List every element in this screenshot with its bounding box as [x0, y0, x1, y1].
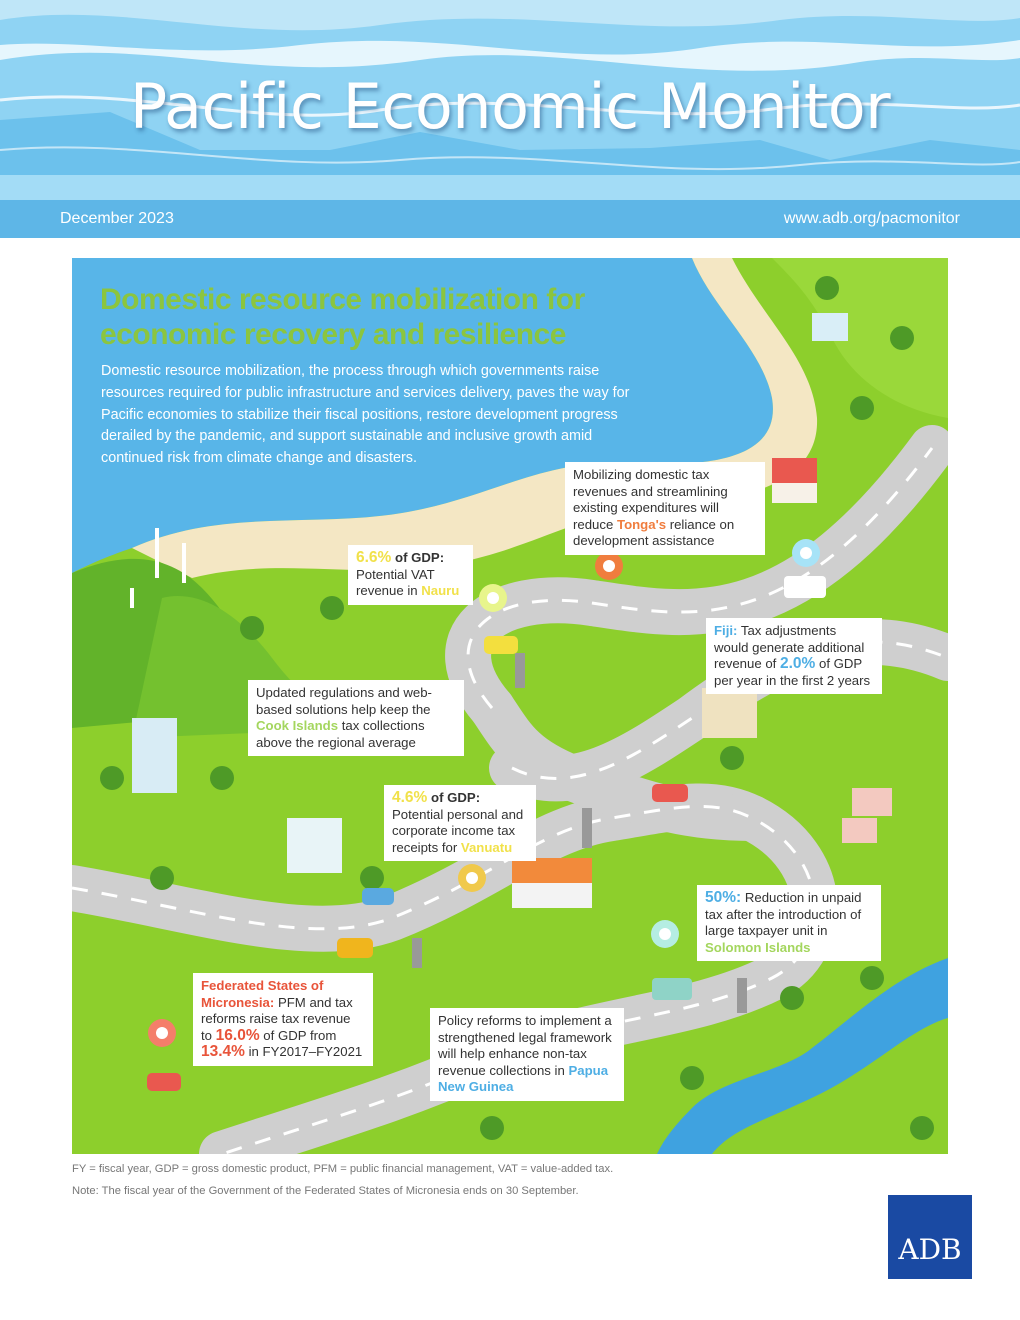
headline-line-1: Domestic resource mobilization for: [100, 283, 585, 316]
date-strip: [0, 200, 1020, 238]
feature-headline: [100, 282, 700, 352]
cook-post: tax collections above the regional average: [256, 718, 425, 750]
adb-logo-text: ADB: [898, 1233, 962, 1266]
fsm-country: Federated States of Micronesia:: [201, 978, 324, 1010]
callout-solomon-islands: [697, 885, 881, 961]
fsm-mid: of GDP from: [259, 1027, 337, 1043]
website-link[interactable]: www.adb.org/pacmonitor: [783, 210, 960, 227]
cook-pre: Updated regulations and web-based solutions help keep the: [256, 685, 432, 717]
nauru-country: Nauru: [421, 583, 460, 599]
adb-logo[interactable]: [888, 1195, 972, 1279]
tonga-post: reliance on development assistance: [573, 516, 735, 549]
callout-cook-islands: [248, 680, 464, 756]
solomon-text: Reduction in unpaid tax after the introduction of large taxpayer unit in: [705, 890, 862, 939]
fiscal-year-note: Note: The fiscal year of the Government of the Federated States of Micronesia ends on 30 September.: [72, 1185, 579, 1197]
nauru-stat-suffix: of GDP:: [391, 550, 445, 565]
tonga-country: Tonga's: [617, 516, 667, 532]
callout-fiji: [706, 618, 882, 694]
headline-line-2: economic recovery and resilience: [100, 318, 566, 351]
callout-tonga: [565, 462, 765, 555]
fiji-country: Fiji:: [714, 623, 738, 638]
vanuatu-stat-suffix: of GDP:: [427, 790, 481, 805]
callout-vanuatu: [384, 785, 536, 861]
cook-country: Cook Islands: [256, 718, 339, 734]
fsm-stat-1: 16.0%: [215, 1026, 260, 1044]
intro-paragraph: Domestic resource mobilization, the process through which governments raise resources required for public infrastructure and services delivery, paves the way for Pacific economies to stabilize their fiscal positions, restore development progress derailed by the pandemic, and support sustainable and inclusive growth amid continued risk from climate change and disasters.: [101, 363, 630, 467]
solomon-stat: 50%:: [705, 889, 742, 906]
fiji-pre: Tax adjustments would generate additional revenue of: [714, 623, 865, 672]
png-country: Papua New Guinea: [438, 1062, 609, 1095]
vanuatu-country: Vanuatu: [460, 839, 513, 855]
nauru-stat: 6.6%: [356, 549, 392, 566]
fsm-stat-2: 13.4%: [201, 1043, 245, 1061]
callout-nauru: [348, 545, 473, 605]
fiji-post: of GDP per year in the first 2 years: [714, 656, 871, 688]
vanuatu-text: Potential personal and corporate income tax receipts for: [392, 806, 524, 855]
nauru-text: Potential VAT revenue in: [356, 566, 435, 599]
fiji-stat: 2.0%: [779, 655, 816, 673]
abbreviations-note: FY = fiscal year, GDP = gross domestic product, PFM = public financial management, VAT = value-added tax.: [72, 1163, 614, 1175]
solomon-country: Solomon Islands: [705, 939, 811, 955]
vanuatu-stat: 4.6%: [392, 789, 428, 806]
header-banner: [0, 0, 1020, 200]
callout-micronesia: [193, 973, 373, 1066]
publication-date: December 2023: [60, 210, 174, 227]
tonga-pre: Mobilizing domestic tax revenues and streamlining existing expenditures will reduce: [573, 467, 728, 532]
fsm-pre: PFM and tax reforms raise tax revenue to: [201, 994, 353, 1043]
png-pre: Policy reforms to implement a strengthened legal framework will help enhance non-tax revenue collections in: [438, 1013, 612, 1078]
callout-png: [430, 1008, 624, 1101]
fsm-post: in FY2017–FY2021: [244, 1044, 363, 1060]
page-title: Pacific Economic Monitor: [129, 70, 891, 143]
